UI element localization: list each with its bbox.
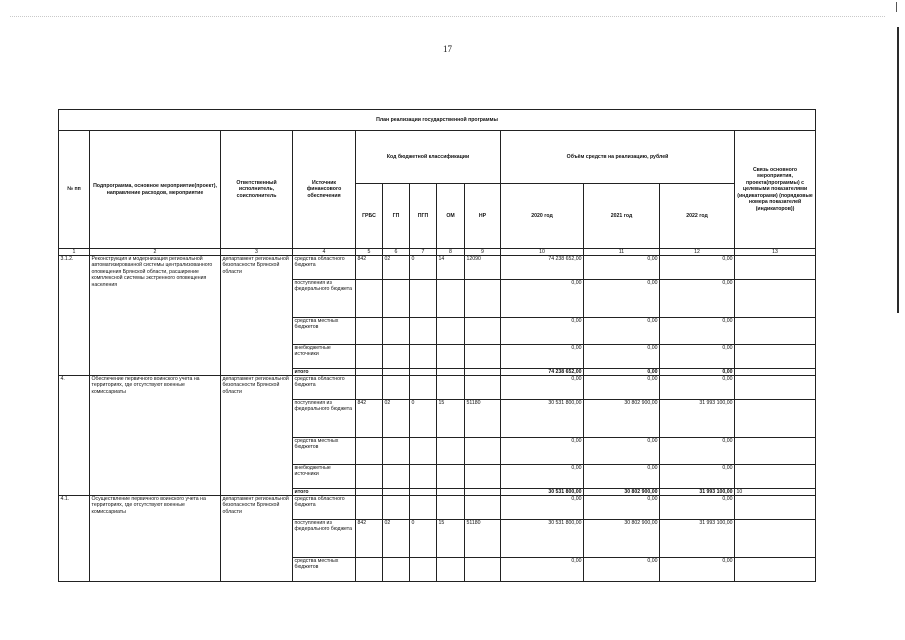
total-2021: 30 802 900,00 [584,489,660,496]
code-nr: 51180 [465,520,501,558]
row-name: Реконструкция и модернизация региональной автоматизированной системы централизованного оповещения Брянской области, расширение комплексной системы экстренного оповещения населения [90,256,221,376]
amount-2020: 30 531 800,00 [501,400,584,438]
header-2021: 2021 год [584,184,660,249]
code-grbs: 842 [356,520,383,558]
code-om [437,489,465,496]
table-title: План реализации государственной программы [59,110,816,131]
amount-2020: 0,00 [501,345,584,369]
source-regional: средства областного бюджета [293,376,356,400]
source-federal: поступления из федерального бюджета [293,280,356,318]
code-grbs: 842 [356,256,383,280]
code-nr [465,345,501,369]
code-gp [383,465,410,489]
code-om [437,369,465,376]
code-om: 15 [437,400,465,438]
code-nr [465,465,501,489]
code-pgp [410,489,437,496]
code-pgp [410,345,437,369]
row-num: 4. [59,376,90,496]
source-federal: поступления из федерального бюджета [293,400,356,438]
code-grbs [356,465,383,489]
code-om: 14 [437,256,465,280]
col-number: 1 [59,249,90,256]
code-om [437,345,465,369]
amount-2022: 0,00 [660,558,735,582]
code-grbs [356,369,383,376]
amount-2020: 0,00 [501,318,584,345]
amount-2021: 0,00 [584,345,660,369]
amount-2020: 74 238 652,00 [501,256,584,280]
code-gp [383,280,410,318]
link-cell [735,496,816,520]
amount-2022: 0,00 [660,280,735,318]
link-cell [735,520,816,558]
header-nr: НР [465,184,501,249]
code-om [437,496,465,520]
row-num: 4.1. [59,496,90,582]
amount-2020: 0,00 [501,558,584,582]
link-cell [735,465,816,489]
amount-2020: 0,00 [501,280,584,318]
header-row [59,131,816,184]
amount-2021: 30 802 900,00 [584,520,660,558]
source-total: итого [293,489,356,496]
code-om [437,558,465,582]
code-gp [383,489,410,496]
code-grbs [356,376,383,400]
amount-2022: 31 993 100,00 [660,400,735,438]
header-pgp: ПГП [410,184,437,249]
code-nr [465,558,501,582]
header-link: Связь основного мероприятия, проекта(программы) с целевыми показателями (индикаторами) (порядковые номера показателей (индикаторов)) [735,131,816,249]
source-total: итого [293,369,356,376]
code-pgp [410,496,437,520]
amount-2022: 0,00 [660,345,735,369]
code-om [437,376,465,400]
code-gp: 02 [383,520,410,558]
header-budget-code: Код бюджетной классификации [356,131,501,184]
header-source: Источник финансового обеспечения [293,131,356,249]
amount-2022: 0,00 [660,438,735,465]
code-nr [465,376,501,400]
code-pgp [410,318,437,345]
code-gp [383,496,410,520]
link-cell [735,369,816,376]
code-grbs [356,496,383,520]
scan-edge-bar [897,27,899,313]
code-gp [383,438,410,465]
code-nr [465,496,501,520]
col-number: 3 [221,249,293,256]
header-executor: Ответственный исполнитель, соисполнитель [221,131,293,249]
code-grbs [356,345,383,369]
table-title-row [59,110,816,131]
page-number: 17 [443,44,452,54]
code-nr: 12090 [465,256,501,280]
code-om [437,465,465,489]
col-number: 11 [584,249,660,256]
code-pgp [410,465,437,489]
code-pgp [410,376,437,400]
table-row [59,376,816,400]
amount-2021: 0,00 [584,465,660,489]
code-grbs [356,280,383,318]
link-cell: 10 [735,489,816,496]
code-gp: 02 [383,400,410,438]
total-2020: 74 238 652,00 [501,369,584,376]
code-grbs [356,489,383,496]
header-name: Подпрограмма, основное мероприятие(проект), направление расходов, мероприятие [90,131,221,249]
code-pgp [410,369,437,376]
total-2021: 0,00 [584,369,660,376]
col-number: 4 [293,249,356,256]
col-number: 9 [465,249,501,256]
amount-2022: 0,00 [660,496,735,520]
code-pgp [410,280,437,318]
code-nr [465,489,501,496]
code-nr [465,438,501,465]
link-cell [735,438,816,465]
amount-2021: 0,00 [584,256,660,280]
col-number: 5 [356,249,383,256]
col-number: 12 [660,249,735,256]
table-row [59,256,816,280]
amount-2021: 0,00 [584,376,660,400]
col-number: 10 [501,249,584,256]
amount-2022: 0,00 [660,465,735,489]
amount-2020: 0,00 [501,438,584,465]
amount-2021: 0,00 [584,496,660,520]
code-gp [383,369,410,376]
code-om: 15 [437,520,465,558]
code-grbs [356,438,383,465]
header-2020: 2020 год [501,184,584,249]
table-row [59,496,816,520]
amount-2022: 31 993 100,00 [660,520,735,558]
code-grbs [356,318,383,345]
source-local: средства местных бюджетов [293,438,356,465]
code-pgp [410,558,437,582]
code-gp: 02 [383,256,410,280]
amount-2020: 30 531 800,00 [501,520,584,558]
header-2022: 2022 год [660,184,735,249]
header-funds: Объём средств на реализацию, рублей [501,131,735,184]
code-gp [383,318,410,345]
col-number: 7 [410,249,437,256]
link-cell [735,280,816,318]
code-pgp [410,438,437,465]
code-nr [465,280,501,318]
amount-2022: 0,00 [660,376,735,400]
code-nr: 51180 [465,400,501,438]
code-gp [383,376,410,400]
amount-2020: 0,00 [501,376,584,400]
amount-2021: 0,00 [584,438,660,465]
col-number: 8 [437,249,465,256]
amount-2021: 0,00 [584,318,660,345]
total-2022: 31 993 100,00 [660,489,735,496]
code-om [437,280,465,318]
total-2022: 0,00 [660,369,735,376]
row-executor: департамент региональной безопасности Брянской области [221,496,293,582]
code-grbs [356,558,383,582]
code-gp [383,345,410,369]
link-cell [735,376,816,400]
row-num: 3.1.2. [59,256,90,376]
header-grbs: ГРБС [356,184,383,249]
source-regional: средства областного бюджета [293,256,356,280]
total-2020: 30 531 800,00 [501,489,584,496]
source-local: средства местных бюджетов [293,558,356,582]
source-local: средства местных бюджетов [293,318,356,345]
code-pgp: 0 [410,400,437,438]
program-plan-table [58,109,816,582]
code-om [437,438,465,465]
source-extra: внебюджетные источники [293,465,356,489]
col-number: 6 [383,249,410,256]
amount-2021: 0,00 [584,280,660,318]
code-om [437,318,465,345]
scan-dotted-line [10,16,885,18]
scan-edge-tick [896,2,897,12]
header-gp: ГП [383,184,410,249]
code-gp [383,558,410,582]
code-pgp: 0 [410,256,437,280]
col-number: 2 [90,249,221,256]
source-extra: внебюджетные источники [293,345,356,369]
header-num: № пп [59,131,90,249]
row-executor: департамент региональной безопасности Брянской области [221,376,293,496]
column-number-row [59,249,816,256]
code-nr [465,318,501,345]
link-cell [735,256,816,280]
col-number: 13 [735,249,816,256]
header-om: ОМ [437,184,465,249]
source-regional: средства областного бюджета [293,496,356,520]
link-cell [735,345,816,369]
code-pgp: 0 [410,520,437,558]
amount-2021: 0,00 [584,558,660,582]
amount-2022: 0,00 [660,256,735,280]
row-name: Обеспечение первичного воинского учета на территориях, где отсутствуют военные комиссариаты [90,376,221,496]
code-nr [465,369,501,376]
amount-2020: 0,00 [501,496,584,520]
row-executor: департамент региональной безопасности Брянской области [221,256,293,376]
source-federal: поступления из федерального бюджета [293,520,356,558]
link-cell [735,400,816,438]
link-cell [735,558,816,582]
amount-2021: 30 802 900,00 [584,400,660,438]
amount-2022: 0,00 [660,318,735,345]
code-grbs: 842 [356,400,383,438]
amount-2020: 0,00 [501,465,584,489]
link-cell [735,318,816,345]
row-name: Осуществление первичного воинского учета на территориях, где отсутствуют военные комиссариаты [90,496,221,582]
